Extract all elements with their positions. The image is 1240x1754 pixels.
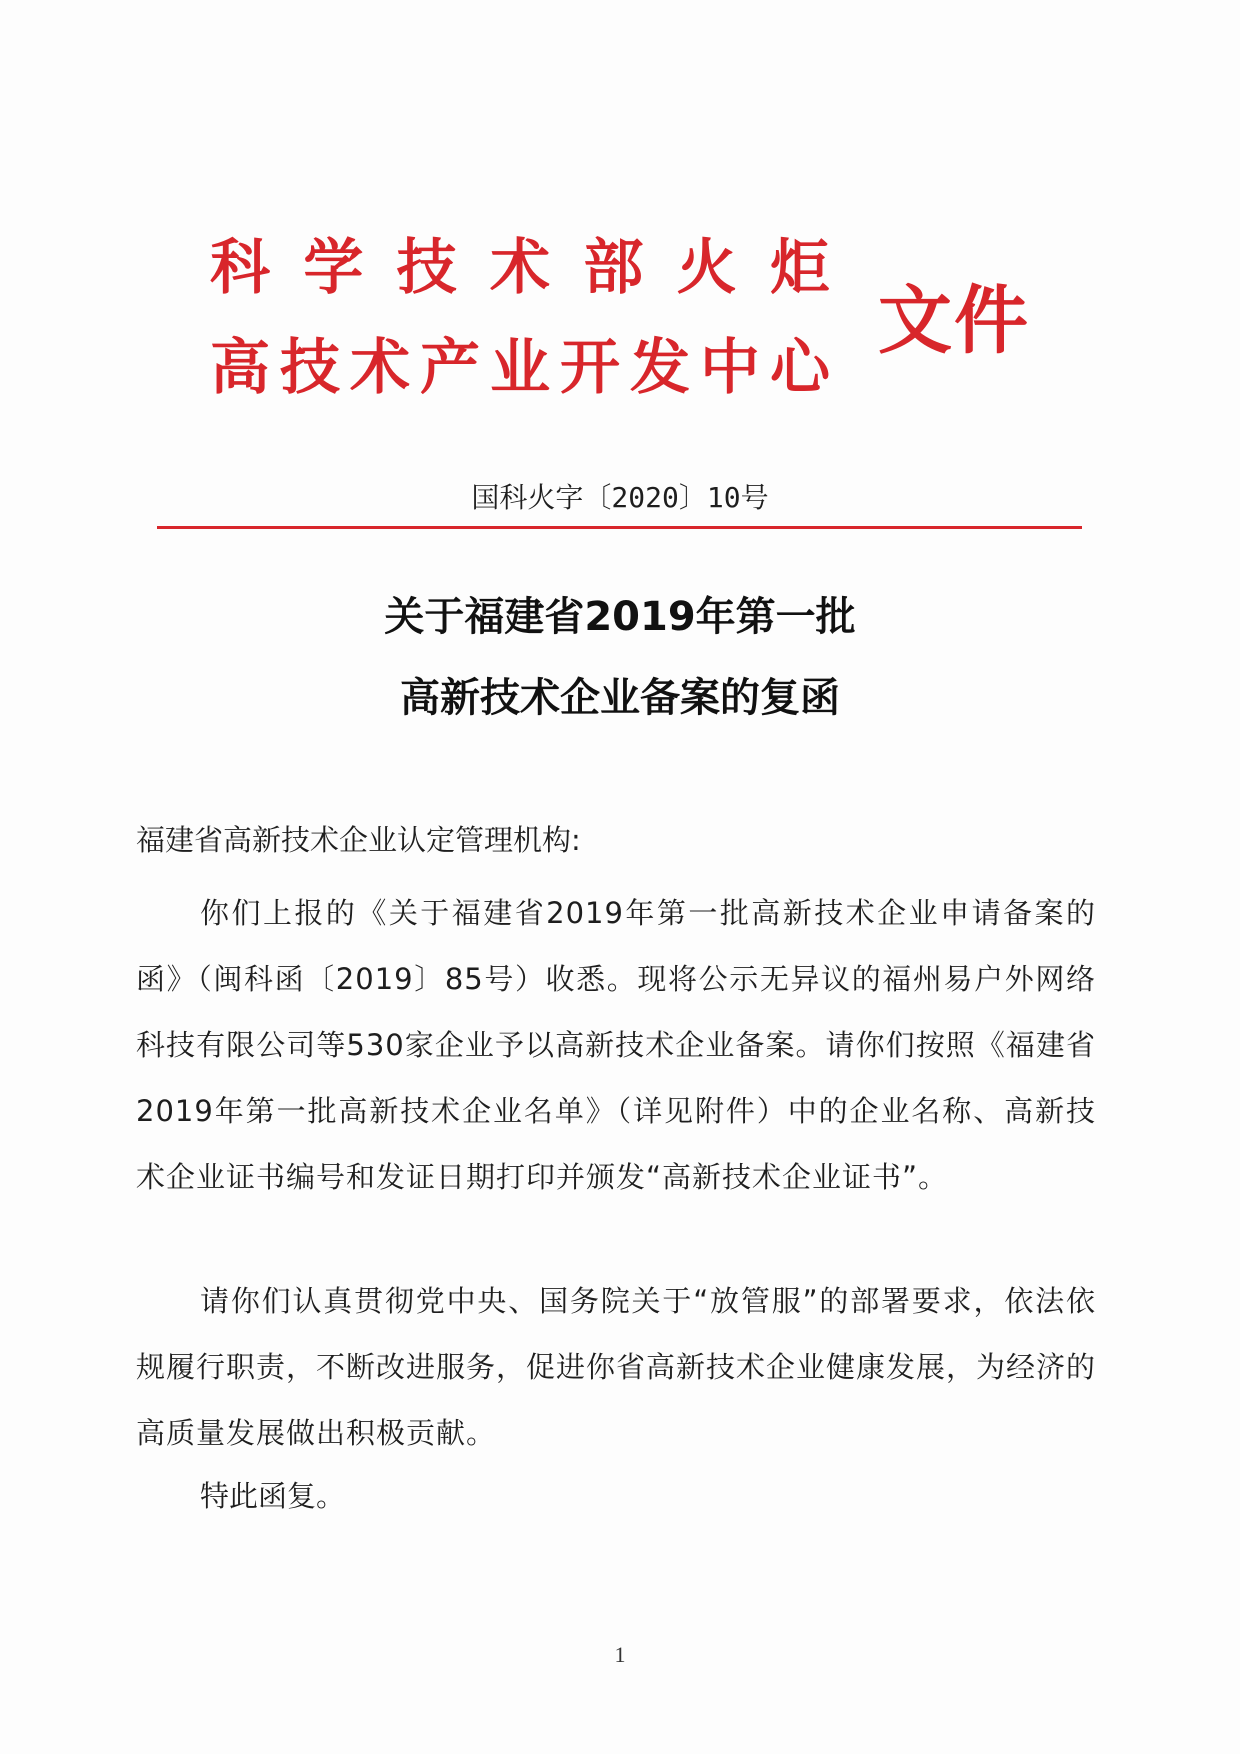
letterhead-char: 部 [583,233,644,303]
letterhead-char: 开 [560,333,620,403]
document-title-line-1: 关于福建省2019年第一批 [384,594,856,640]
letterhead-char: 术 [350,333,410,403]
letterhead-char: 技 [280,333,340,403]
letterhead-char: 心 [770,333,830,403]
letterhead-doc-word: 文件 [878,278,1030,364]
letterhead-char: 业 [490,333,550,403]
letterhead-char: 科 [210,233,270,303]
letterhead-org-line-2 [210,328,830,408]
page-number: 1 [614,1642,626,1667]
letterhead-char: 火 [676,233,737,303]
letterhead-char: 学 [303,233,364,303]
letterhead-char: 产 [420,333,480,403]
red-divider-line [157,526,1082,529]
letterhead-char: 中 [700,333,760,403]
document-title-line-2: 高新技术企业备案的复函 [400,675,840,721]
letterhead-char: 术 [489,233,550,303]
letterhead-org-line-1 [210,228,830,308]
body-paragraph-1: 你们上报的《关于福建省2019年第一批高新技术企业申请备案的函》（闽科函〔2019〕85号）收悉。现将公示无异议的福州易户外网络科技有限公司等530家企业予以高新技术企业备案。请你们按照《福建省2019年第一批高新技术企业名单》（详见附件）中的企业名称、高新技术企业证书编号和发证日期打印并颁发“高新技术企业证书”。 [136,896,1096,1194]
body-paragraph-2: 请你们认真贯彻党中央、国务院关于“放管服”的部署要求，依法依规履行职责，不断改进服务，促进你省高新技术企业健康发展，为经济的高质量发展做出积极贡献。 [136,1284,1097,1450]
document-number: 国科火字〔2020〕10号 [471,481,769,514]
letterhead-char: 发 [630,333,690,403]
letterhead-char: 技 [396,233,457,303]
letterhead-char: 高 [210,333,270,403]
letterhead [210,228,1050,418]
salutation: 福建省高新技术企业认定管理机构: [136,823,581,857]
closing-remark: 特此函复。 [200,1479,346,1513]
letterhead-char: 炬 [769,233,830,303]
